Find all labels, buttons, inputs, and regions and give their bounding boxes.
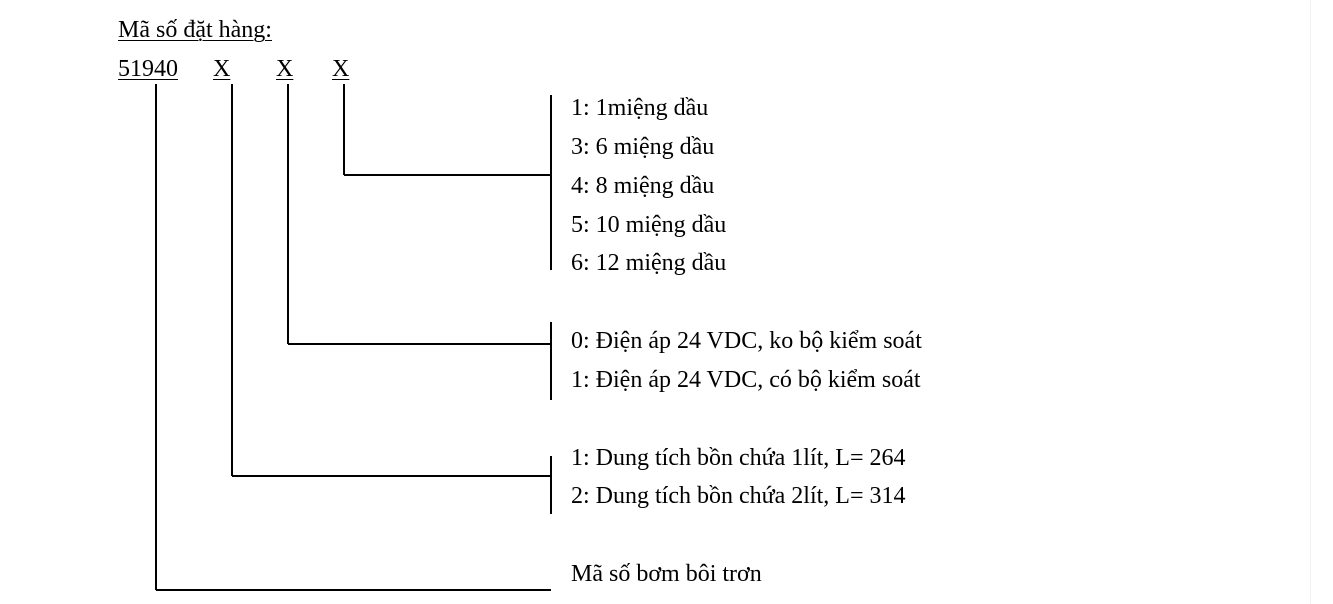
outlet-option: 5: 10 miệng dầu [571,212,727,238]
code-placeholder-1: X [213,56,231,82]
tank-option: 1: Dung tích bồn chứa 1lít, L= 264 [571,445,906,471]
code-placeholder-3: X [332,56,350,82]
outlet-option: 6: 12 miệng dầu [571,250,727,276]
code-placeholder-2: X [276,56,294,82]
code-base: 51940 [118,56,178,82]
voltage-option: 1: Điện áp 24 VDC, có bộ kiểm soát [571,367,921,393]
outlet-option: 1: 1miệng dầu [571,95,709,121]
tank-option: 2: Dung tích bồn chứa 2lít, L= 314 [571,483,906,509]
voltage-option: 0: Điện áp 24 VDC, ko bộ kiểm soát [571,328,922,354]
outlet-option: 3: 6 miệng dầu [571,134,715,160]
order-code-title: Mã số đặt hàng: [118,17,272,43]
pump-code-label: Mã số bơm bôi trơn [571,561,762,587]
outlet-option: 4: 8 miệng dầu [571,173,715,199]
